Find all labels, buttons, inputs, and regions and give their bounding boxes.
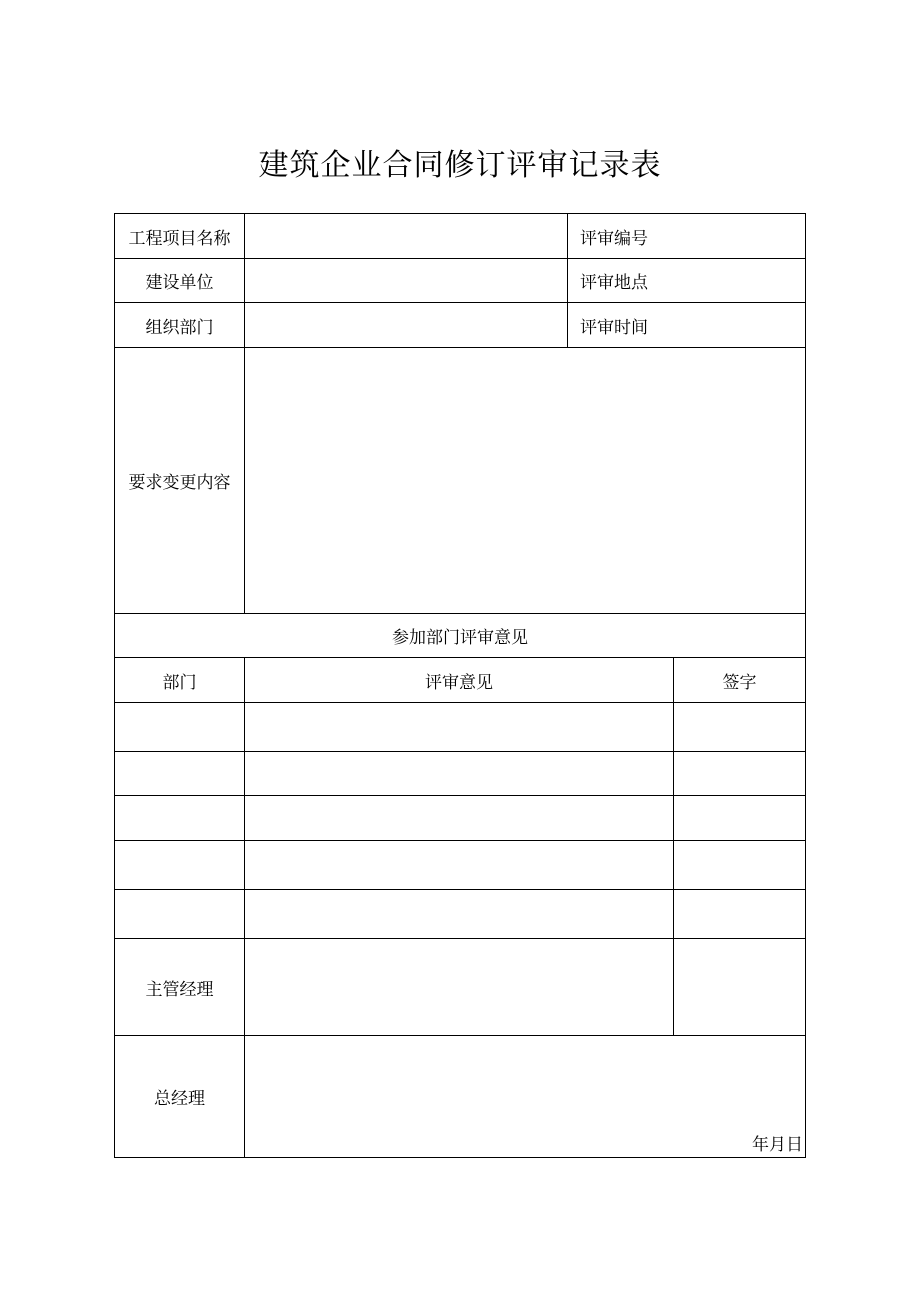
table-row	[115, 703, 806, 752]
dept-cell[interactable]	[115, 752, 245, 796]
row-column-headers	[115, 658, 806, 703]
dept-cell[interactable]	[115, 703, 245, 752]
change-content-label: 要求变更内容	[115, 348, 245, 614]
row-general-manager	[115, 1036, 806, 1158]
builder-label: 建设单位	[115, 259, 245, 303]
review-time-cell[interactable]	[568, 303, 806, 348]
opinion-cell[interactable]	[245, 841, 674, 890]
gm-opinion-field[interactable]	[245, 1036, 806, 1158]
date-label: 年月日	[752, 1135, 803, 1155]
row-org-dept	[115, 303, 806, 348]
review-no-label: 评审编号	[580, 228, 648, 249]
row-change-content	[115, 348, 806, 614]
sign-cell[interactable]	[674, 703, 806, 752]
manager-sign-field[interactable]	[674, 939, 806, 1036]
opinions-section-title: 参加部门评审意见	[115, 614, 806, 658]
col-opinion-header: 评审意见	[245, 658, 674, 703]
org-dept-field[interactable]	[245, 303, 568, 348]
gm-label: 总经理	[115, 1036, 245, 1158]
form-title: 建筑企业合同修订评审记录表	[258, 148, 662, 183]
row-manager	[115, 939, 806, 1036]
table-row	[115, 752, 806, 796]
col-dept-header: 部门	[115, 658, 245, 703]
sign-cell[interactable]	[674, 890, 806, 939]
col-sign-header: 签字	[674, 658, 806, 703]
table-row	[115, 890, 806, 939]
org-dept-label: 组织部门	[115, 303, 245, 348]
table-row	[115, 841, 806, 890]
change-content-field[interactable]	[245, 348, 806, 614]
sign-cell[interactable]	[674, 796, 806, 841]
opinion-cell[interactable]	[245, 890, 674, 939]
review-time-label: 评审时间	[580, 317, 648, 338]
sign-cell[interactable]	[674, 752, 806, 796]
dept-cell[interactable]	[115, 796, 245, 841]
manager-opinion-field[interactable]	[245, 939, 674, 1036]
project-name-field[interactable]	[245, 214, 568, 259]
project-name-label: 工程项目名称	[115, 214, 245, 259]
dept-cell[interactable]	[115, 841, 245, 890]
dept-cell[interactable]	[115, 890, 245, 939]
review-place-label: 评审地点	[580, 273, 648, 293]
review-place-cell[interactable]	[568, 259, 806, 303]
builder-field[interactable]	[245, 259, 568, 303]
opinion-cell[interactable]	[245, 703, 674, 752]
manager-label: 主管经理	[115, 939, 245, 1036]
opinion-cell[interactable]	[245, 796, 674, 841]
review-form-table	[114, 213, 806, 1158]
table-row	[115, 796, 806, 841]
review-no-cell[interactable]	[568, 214, 806, 259]
row-project-name	[115, 214, 806, 259]
row-builder	[115, 259, 806, 303]
row-opinions-header	[115, 614, 806, 658]
sign-cell[interactable]	[674, 841, 806, 890]
opinion-cell[interactable]	[245, 752, 674, 796]
